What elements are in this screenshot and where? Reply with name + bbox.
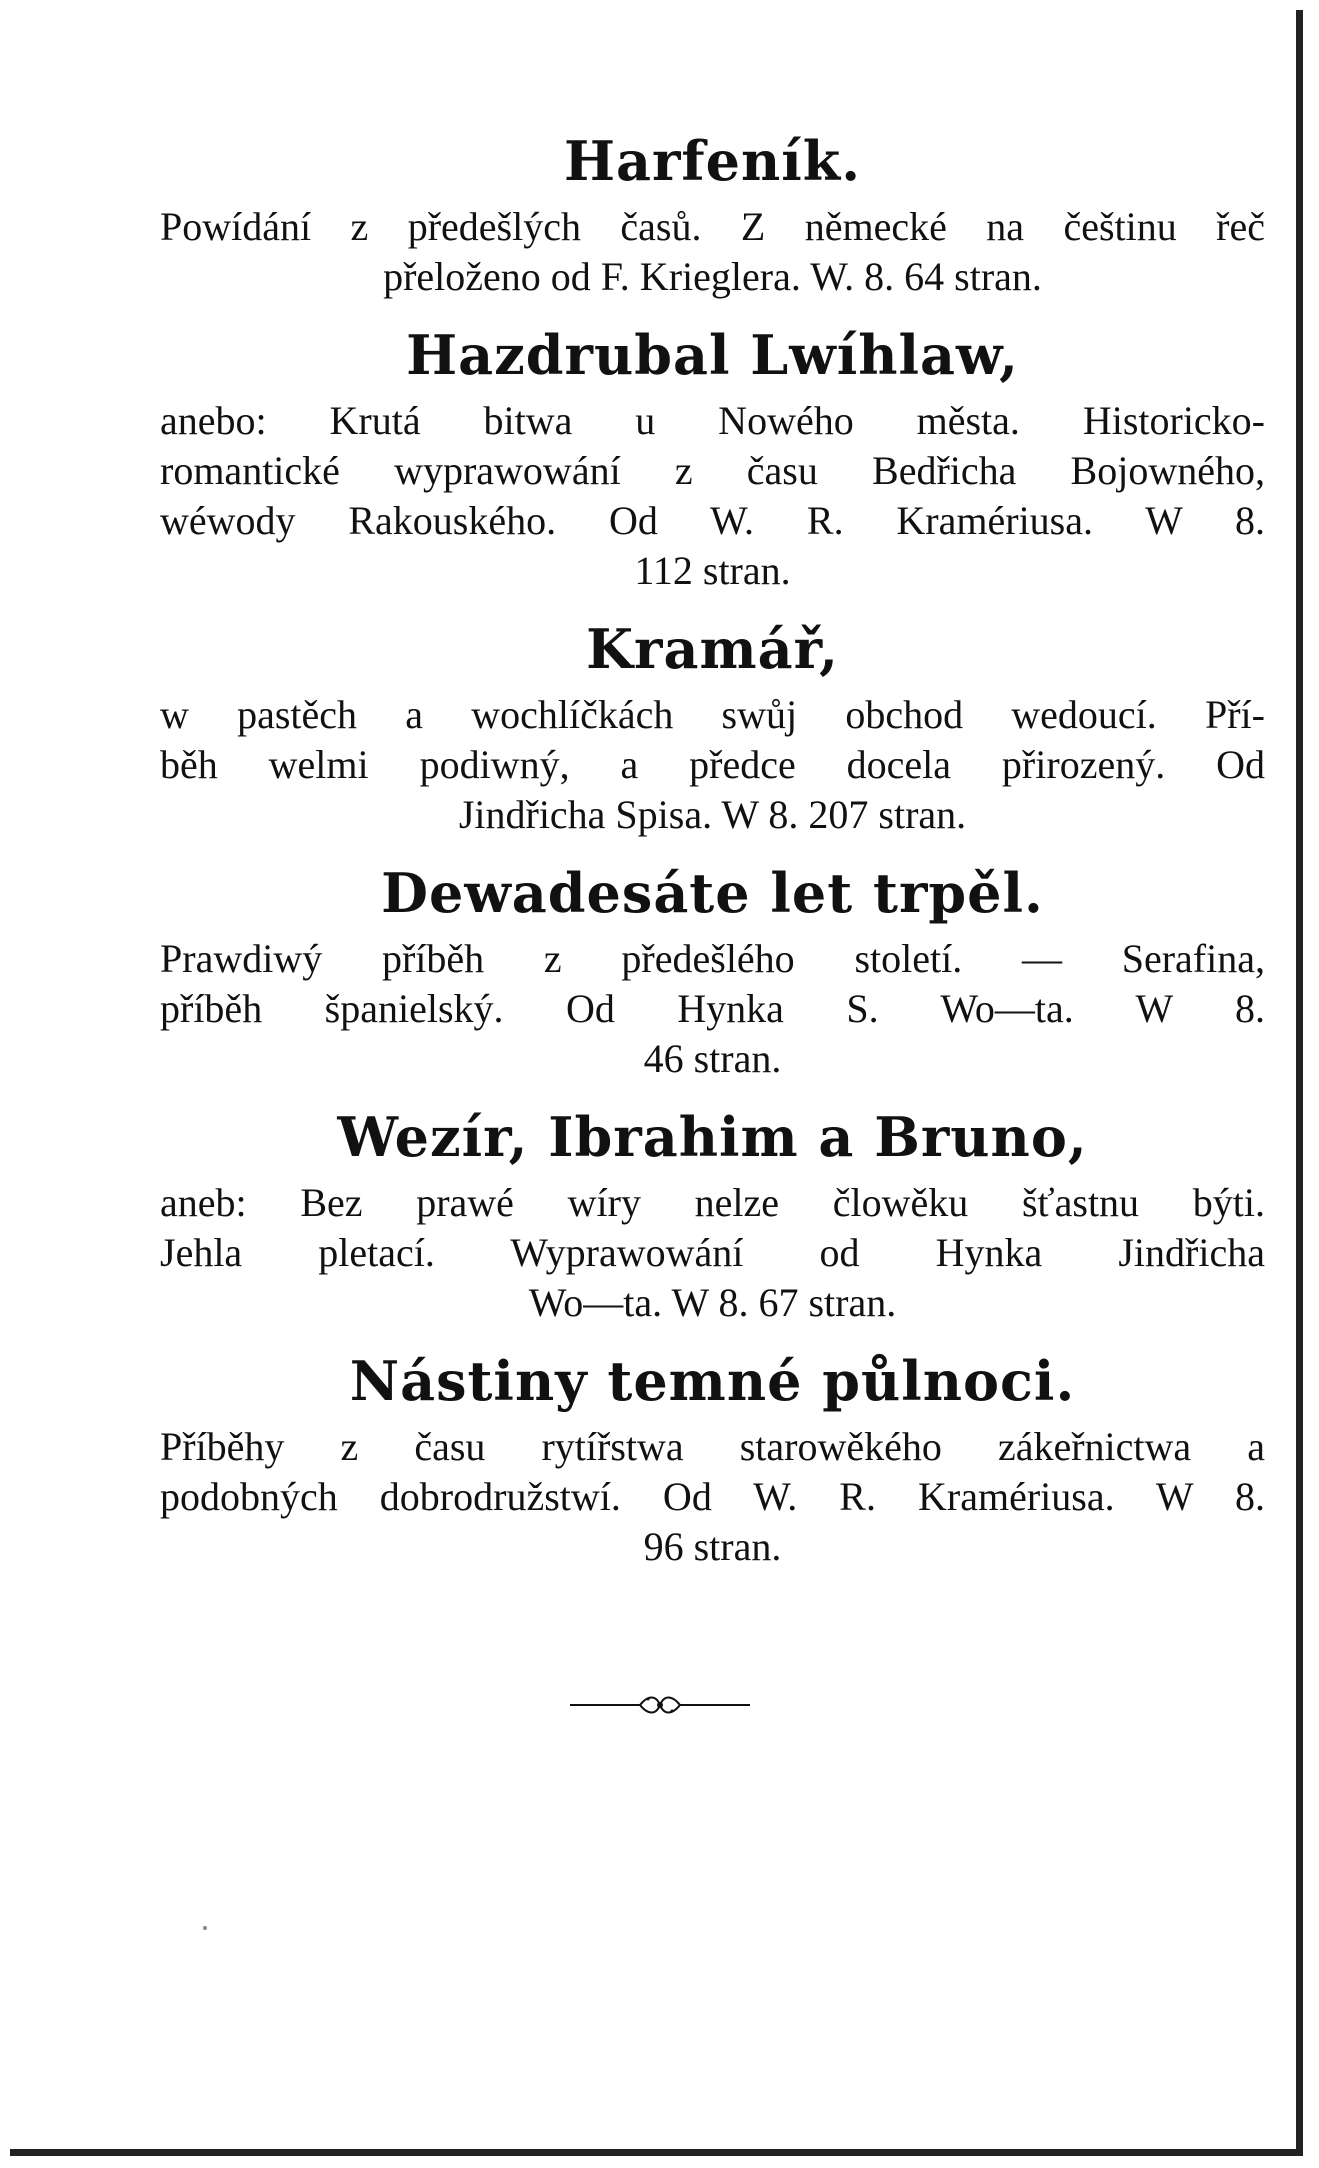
catalog-entry [160,860,1265,1084]
description-line: Wo—ta. W 8. 67 stran. [528,1280,897,1325]
entry-title: Hazdrubal Lwíhlaw, [406,323,1019,387]
description-line: 96 stran. [643,1524,782,1569]
description-line: Jindřicha Spisa. W 8. 207 stran. [458,792,967,837]
description-line: příběh španielský. Od Hynka S. Wo—ta. W 8. [160,986,1265,1031]
catalog-entry [160,1348,1265,1572]
entry-title: Wezír, Ibrahim a Bruno, [337,1105,1088,1169]
entry-description [160,396,1265,596]
description-line: 46 stran. [643,1036,782,1081]
description-line: w pastěch a wochlíčkách swůj obchod wedoucí. Pří- [160,692,1265,737]
description-line: romantické wyprawowání z času Bedřicha Bojowného, [160,448,1265,493]
description-line: Jehla pletací. Wyprawowání od Hynka Jindřicha [160,1230,1265,1275]
entry-title: Kramář, [586,617,839,681]
description-line: Prawdiwý příběh z předešlého století. — Serafina, [160,936,1265,981]
catalog-entry [160,1104,1265,1328]
catalog-entry [160,322,1265,596]
description-line: anebo: Krutá bitwa u Nowého města. Historicko- [160,398,1265,443]
description-line: aneb: Bez prawé wíry nelze člowěku šťastnu býti. [160,1180,1265,1225]
description-line: běh welmi podiwný, a předce docela přirozený. Od [160,742,1265,787]
ornament-divider-icon [570,1690,750,1720]
entry-description [160,1178,1265,1328]
description-line: Powídání z předešlých časů. Z německé na češtinu řeč [160,204,1265,249]
entry-title: Dewadesáte let trpěl. [381,861,1044,925]
description-line: wéwody Rakouského. Od W. R. Kramériusa. W 8. [160,498,1265,543]
entry-description [160,1422,1265,1572]
entry-title: Harfeník. [563,129,862,193]
catalog-list [160,128,1265,1592]
paper-speck [203,1926,207,1930]
description-line: přeloženo od F. Krieglera. W. 8. 64 stran. [383,254,1042,299]
entry-description [160,202,1265,302]
description-line: 112 stran. [634,548,791,593]
entry-description [160,690,1265,840]
catalog-entry [160,616,1265,840]
description-line: Příběhy z času rytířstwa starowěkého zákeřnictwa a [160,1424,1265,1469]
entry-title: Nástiny temné půlnoci. [349,1349,1076,1413]
description-line: podobných dobrodružstwí. Od W. R. Kramériusa. W 8. [160,1474,1265,1519]
entry-description [160,934,1265,1084]
catalog-entry [160,128,1265,302]
